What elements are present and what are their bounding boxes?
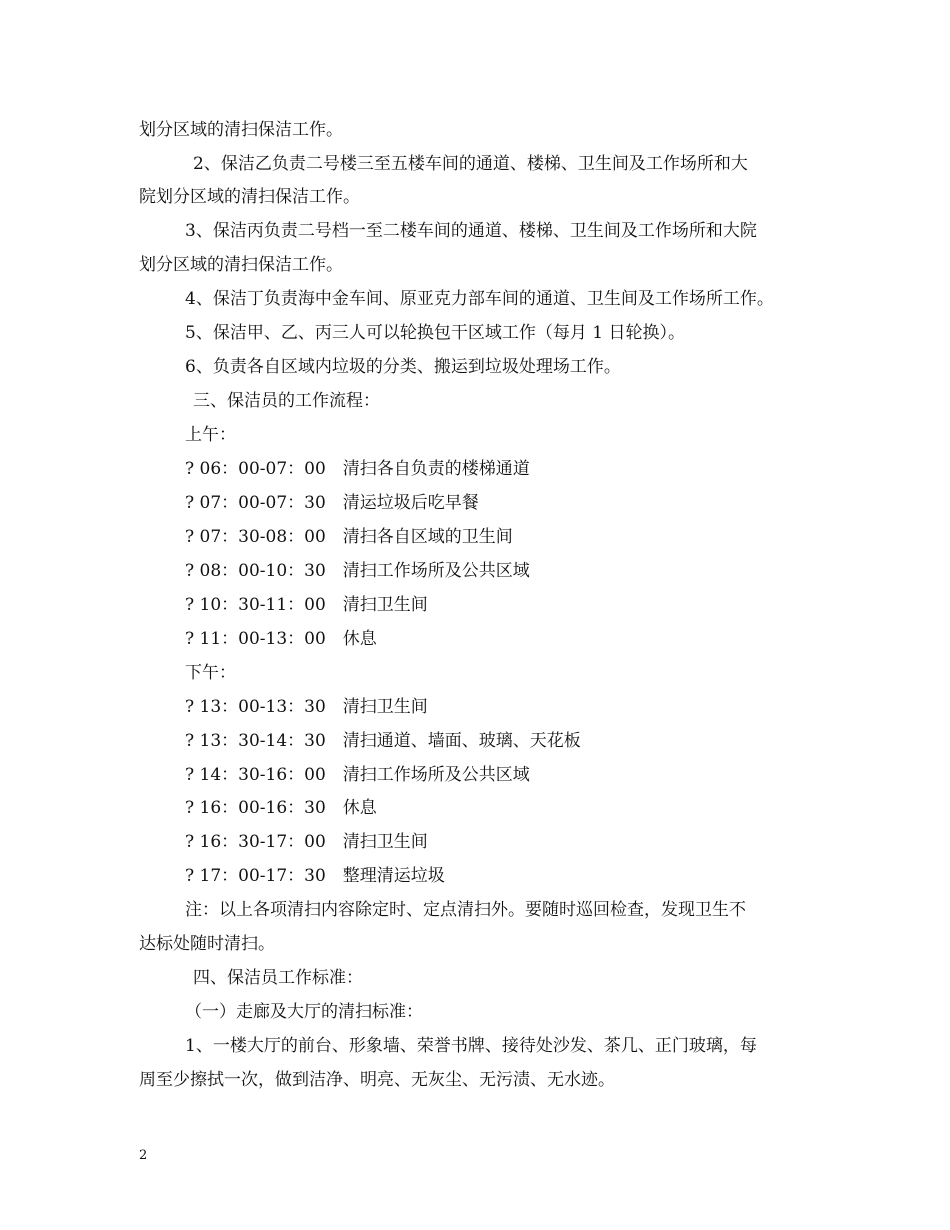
schedule-item: ? 07：30-08：00 清扫各自区域的卫生间 — [185, 527, 513, 547]
page-number: 2 — [139, 1148, 148, 1163]
schedule-item: ? 17：00-17：30 整理清运垃圾 — [185, 866, 445, 886]
section-heading: 三、保洁员的工作流程： — [193, 391, 380, 411]
schedule-heading-afternoon: 下午： — [185, 663, 236, 683]
text-line: 6、负责各自区域内垃圾的分类、搬运到垃圾处理场工作。 — [185, 357, 621, 377]
text-line: 2、保洁乙负责二号楼三至五楼车间的通道、楼梯、卫生间及工作场所和大 — [193, 154, 748, 174]
schedule-item: ? 08：00-10：30 清扫工作场所及公共区域 — [185, 561, 530, 581]
text-line: 4、保洁丁负责海中金车间、原亚克力部车间的通道、卫生间及工作场所工作。 — [185, 289, 774, 309]
text-line: 1、一楼大厅的前台、形象墙、荣誉书牌、接待处沙发、茶几、正门玻璃，每 — [185, 1036, 757, 1056]
schedule-item: ? 11：00-13：00 休息 — [185, 629, 377, 649]
schedule-item: ? 16：30-17：00 清扫卫生间 — [185, 832, 428, 852]
text-line: 周至少擦拭一次，做到洁净、明亮、无灰尘、无污渍、无水迹。 — [139, 1070, 615, 1090]
subsection-heading: （一）走廊及大厅的清扫标准： — [185, 1002, 423, 1022]
schedule-item: ? 16：00-16：30 休息 — [185, 798, 377, 818]
text-line: 院划分区域的清扫保洁工作。 — [139, 187, 360, 207]
schedule-item: ? 06：00-07：00 清扫各自负责的楼梯通道 — [185, 459, 530, 479]
text-line: 3、保洁丙负责二号档一至二楼车间的通道、楼梯、卫生间及工作场所和大院 — [185, 221, 757, 241]
schedule-item: ? 14：30-16：00 清扫工作场所及公共区域 — [185, 765, 530, 785]
text-line: 划分区域的清扫保洁工作。 — [139, 255, 343, 275]
section-heading: 四、保洁员工作标准： — [193, 968, 363, 988]
schedule-item: ? 13：00-13：30 清扫卫生间 — [185, 697, 428, 717]
note-text: 注：以上各项清扫内容除定时、定点清扫外。要随时巡回检查，发现卫生不 — [185, 900, 746, 920]
schedule-item: ? 10：30-11：00 清扫卫生间 — [185, 595, 428, 615]
schedule-item: ? 13：30-14：30 清扫通道、墙面、玻璃、天花板 — [185, 731, 581, 751]
text-line: 5、保洁甲、乙、丙三人可以轮换包干区域工作（每月 1 日轮换）。 — [185, 323, 685, 343]
text-line: 划分区域的清扫保洁工作。 — [139, 120, 343, 140]
note-text: 达标处随时清扫。 — [139, 934, 275, 954]
schedule-item: ? 07：00-07：30 清运垃圾后吃早餐 — [185, 493, 479, 513]
schedule-heading-morning: 上午： — [185, 425, 236, 445]
